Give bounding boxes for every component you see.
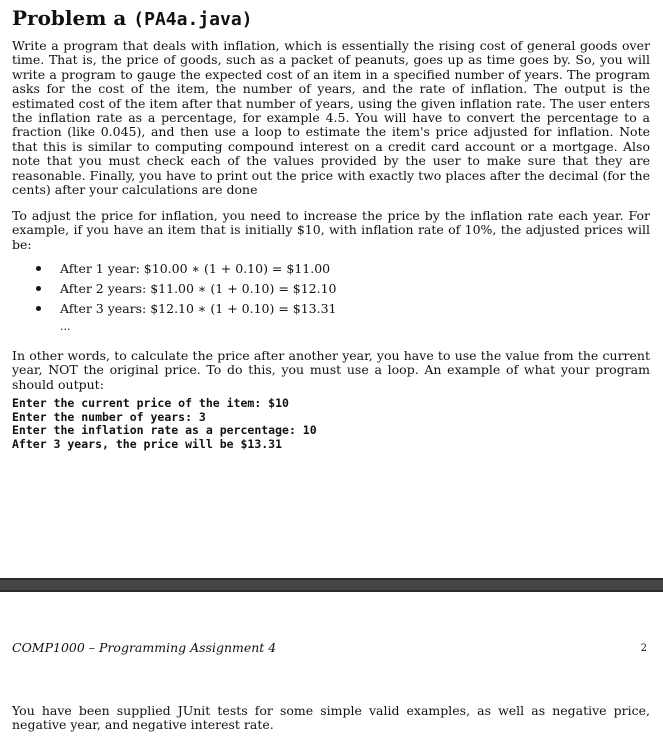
bullet-icon [36, 306, 41, 311]
adjust-paragraph: To adjust the price for inflation, you need to increase the price by the inflation rate each year. For example, if you have an item that is initially $10, with inflation rate of 10%, the adjusted prices will be: [12, 208, 650, 252]
sample-output-line: Enter the inflation rate as a percentage: 10 [12, 423, 317, 437]
footer-course-label: COMP1000 – Programming Assignment 4 [12, 640, 277, 655]
loop-paragraph: In other words, to calculate the price after another year, you have to use the value from the current year, NOT the original price. To do this, you must use a loop. An example of what your program should output: [12, 348, 650, 392]
example-list [60, 259, 337, 319]
problem-filename: (PA4a.java) [133, 9, 253, 30]
examples-ellipsis: ... [60, 320, 71, 333]
sample-output-line: Enter the current price of the item: $10 [12, 396, 289, 410]
example-text: After 1 year: $10.00 ∗ (1 + 0.10) = $11.00 [60, 261, 331, 276]
list-item [60, 279, 337, 299]
example-text: After 3 years: $12.10 ∗ (1 + 0.10) = $13.31 [60, 301, 337, 316]
list-item [60, 299, 337, 319]
intro-paragraph: Write a program that deals with inflation, which is essentially the rising cost of general goods over time. That is, the price of goods, such as a packet of peanuts, goes up as time goes by. So, you will write a program to gauge the expected cost of an item in a specified number of years. The program asks for the cost of the item, the number of years, and the rate of inflation. The output is the estimated cost of the item after that number of years, using the given inflation rate. The user enters the inflation rate as a percentage, for example 4.5. You will have to convert the percentage to a fraction (like 0.045), and then use a loop to estimate the item's price adjusted for inflation. Note that this is similar to computing compound interest on a credit card account or a mortgage. Also note that you must check each of the values provided by the user to make sure that they are reasonable. Finally, you have to print out the price with exactly two places after the decimal (for the cents) after your calculations are done [12, 38, 650, 198]
list-item [60, 259, 337, 279]
tests-paragraph: You have been supplied JUnit tests for some simple valid examples, as well as negative price, negative year, and negative interest rate. [12, 703, 650, 733]
page-divider [0, 578, 663, 592]
sample-output-block [12, 397, 317, 451]
bullet-icon [36, 286, 41, 291]
footer-page-number: 2 [640, 643, 647, 654]
problem-title: Problem a [12, 6, 134, 30]
problem-heading [12, 4, 253, 34]
sample-output-line: After 3 years, the price will be $13.31 [12, 436, 283, 451]
example-text: After 2 years: $11.00 ∗ (1 + 0.10) = $12.10 [60, 281, 337, 296]
bullet-icon [36, 266, 41, 271]
sample-output-line: Enter the number of years: 3 [12, 409, 206, 424]
